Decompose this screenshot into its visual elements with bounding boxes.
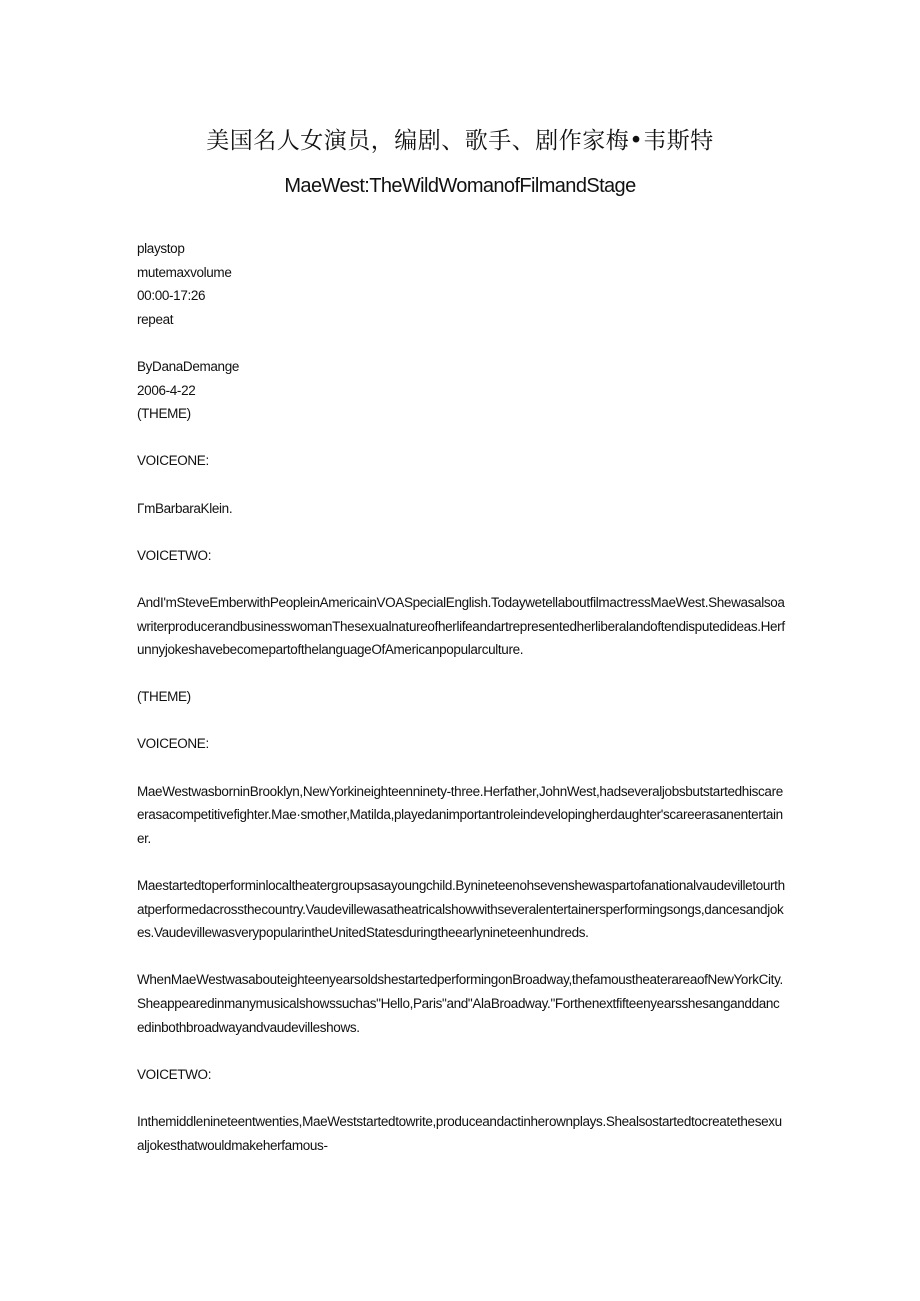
speaker-label-voice-one: VOICEONE: xyxy=(137,736,209,752)
spacer xyxy=(137,709,785,733)
paragraph: Maestartedtoperforminlocaltheatergroupsasayoungchild.Bynineteenohsevenshewaspartofanationalvaudevilletourthatperformedacrossthecountry.Vaudevillewasatheatricalshowwithseveralentertainersperformingsongs,dancesandjokes.VaudevillewasverypopularintheUnitedStatesduringtheearlynineteenhundreds. xyxy=(137,878,785,941)
spacer xyxy=(137,850,785,874)
spacer xyxy=(137,426,785,450)
spacer xyxy=(137,567,785,591)
player-repeat-text: repeat xyxy=(137,311,174,327)
paragraph: WhenMaeWestwasabouteighteenyearsoldshestartedperformingonBroadway,thefamoustheaterareaofNewYorkCity.Sheappearedinmanymusicalshowssuchas"Hello,Paris"and"AlaBroadway."Forthenextfifteenyearsshesanganddancedinbothbroadwayandvaudevilleshows. xyxy=(137,972,783,1035)
paragraph: ΓmBarbaraKlein. xyxy=(137,500,233,516)
spacer xyxy=(137,756,785,780)
speaker-label-voice-two: VOICETWO: xyxy=(137,1066,212,1082)
speaker-label-voice-two: VOICETWO: xyxy=(137,547,212,563)
paragraph: AndI'mSteveEmberwithPeopleinAmericainVOASpecialEnglish.TodaywetellaboutfilmactressMaeWest.ShewasalsoawriterproducerandbusinesswomanThesexualnatureofherlifeandartrepresentedherliberalandoftendisputedideas.HerfunnyjokeshavebecomepartofthelanguageOfAmericanpopularculture. xyxy=(137,594,785,658)
document-body xyxy=(137,237,785,1157)
spacer xyxy=(137,945,785,969)
spacer xyxy=(137,473,785,497)
spacer xyxy=(137,662,785,686)
speaker-label-voice-one: VOICEONE: xyxy=(137,453,209,469)
document-title-chinese: 美国名人女演员，编剧、歌手、剧作家梅•韦斯特 xyxy=(206,128,714,154)
spacer xyxy=(137,520,785,544)
theme-marker: (THEME) xyxy=(137,406,191,422)
player-volume-text: mutemaxvolume xyxy=(137,264,232,280)
theme-marker: (THEME) xyxy=(137,689,191,705)
paragraph: Inthemiddlenineteentwenties,MaeWeststartedtowrite,produceandactinherownplays.Shealsostartedtocreatethesexualjokesthatwouldmakeherfamous- xyxy=(137,1113,782,1153)
player-time-range: 00:00-17:26 xyxy=(137,288,206,304)
spacer xyxy=(137,331,785,355)
player-play-stop-text: playstop xyxy=(137,241,185,256)
paragraph: MaeWestwasborninBrooklyn,NewYorkineighteenninety-three.Herfather,JohnWest,hadseveraljobsbutstartedhiscareerasacompetitivefighter.Mae·smother,Matilda,playedanimportantroleindevelopingherdaughter'scareerasanentertainer. xyxy=(137,783,783,846)
spacer xyxy=(137,1086,785,1110)
spacer xyxy=(137,1039,785,1063)
byline: ByDanaDemange xyxy=(137,358,240,374)
publish-date: 2006-4-22 xyxy=(137,382,196,398)
document-title-english: MaeWest:TheWildWomanofFilmandStage xyxy=(284,175,636,197)
